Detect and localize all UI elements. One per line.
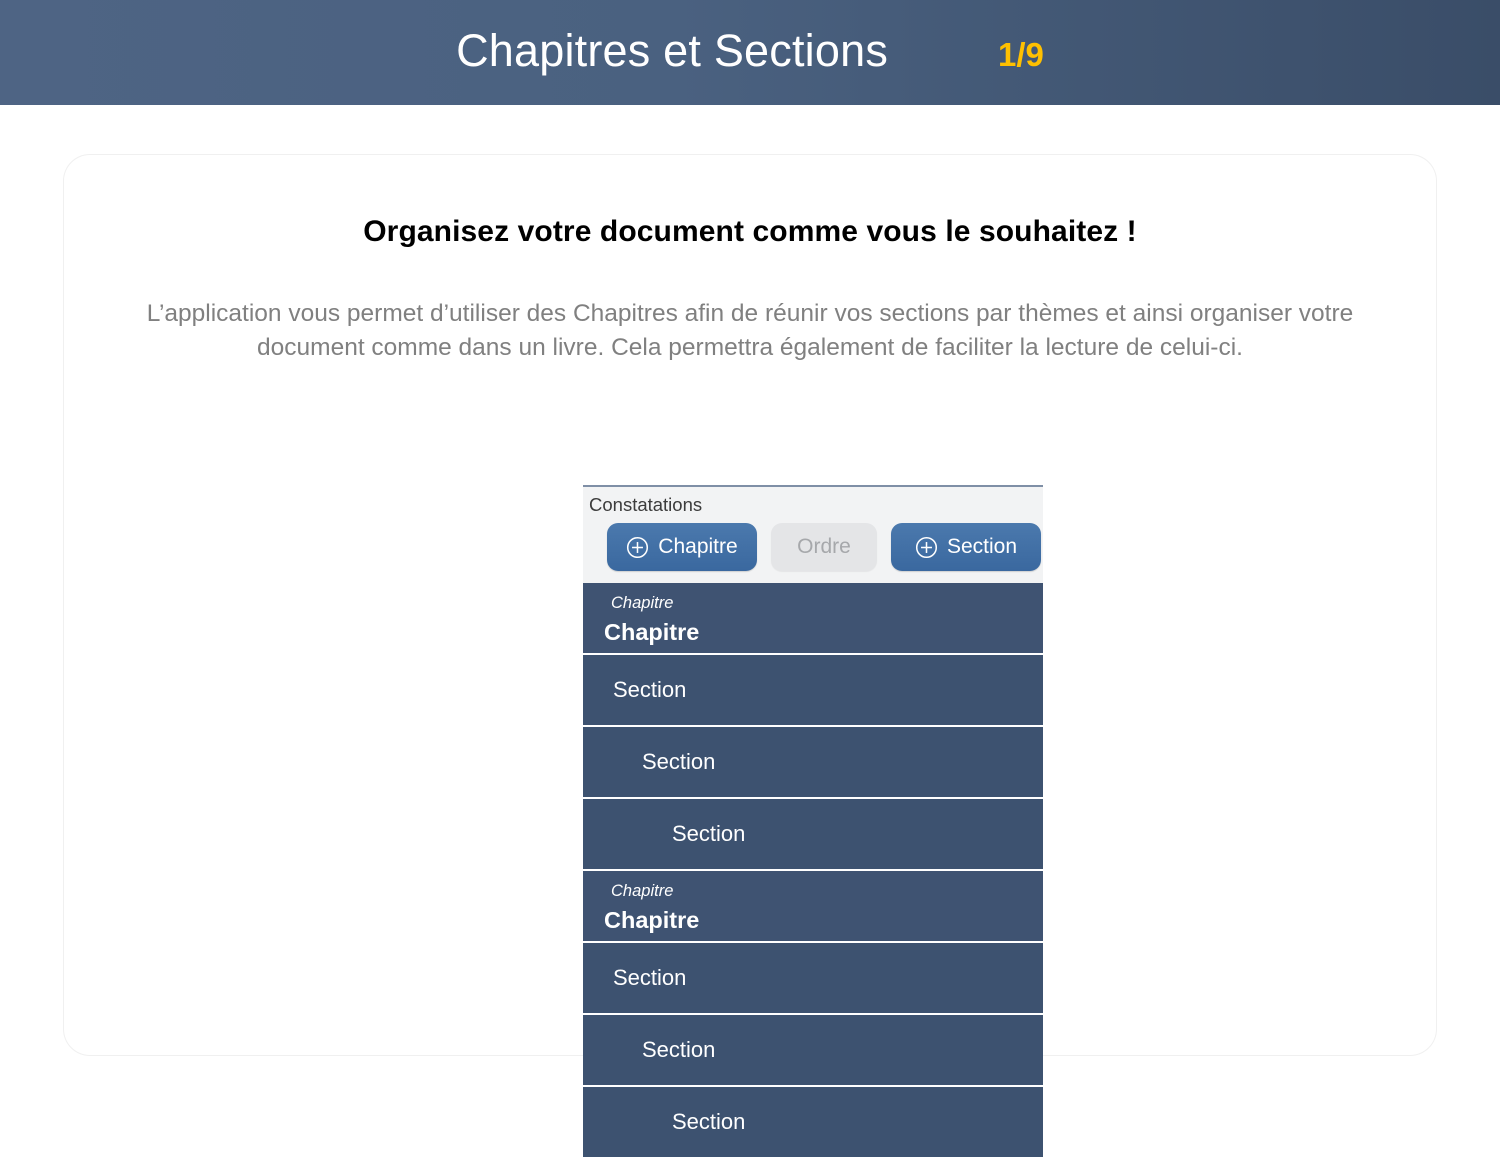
section-label: Section	[642, 748, 716, 774]
page-title: Chapitres et Sections	[456, 24, 889, 76]
slide-body	[0, 105, 1500, 1134]
list-item-chapter[interactable]	[583, 583, 1043, 655]
list-item-section[interactable]	[583, 655, 1043, 727]
plus-circle-icon	[626, 536, 649, 559]
chapter-kicker: Chapitre	[611, 882, 674, 901]
section-label: Section	[613, 676, 687, 702]
add-chapter-label: Chapitre	[658, 535, 738, 559]
add-chapter-button[interactable]	[607, 523, 757, 571]
card-heading: Organisez votre document comme vous le souhaitez !	[363, 215, 1137, 248]
slide-counter: 1/9	[998, 35, 1044, 73]
section-label: Section	[672, 820, 746, 846]
chapter-title: Chapitre	[604, 618, 700, 645]
section-label: Section	[672, 1108, 746, 1134]
list-item-chapter[interactable]	[583, 871, 1043, 943]
chapter-title: Chapitre	[604, 906, 700, 933]
breadcrumb: Constatations	[589, 494, 703, 515]
app-screenshot-mock	[583, 485, 1043, 1159]
list-item-section[interactable]	[583, 727, 1043, 799]
mock-toolbar	[583, 519, 1043, 583]
list-item-section[interactable]	[583, 1015, 1043, 1087]
order-button[interactable]	[771, 523, 877, 571]
content-card	[64, 155, 1436, 1134]
list-item-section[interactable]	[583, 1087, 1043, 1159]
list-item-section[interactable]	[583, 799, 1043, 871]
header-content	[456, 25, 1044, 77]
section-label: Section	[613, 964, 687, 990]
list-item-section[interactable]	[583, 943, 1043, 1015]
plus-circle-icon	[915, 536, 938, 559]
document-outline-list	[583, 583, 1043, 1159]
section-label: Section	[642, 1036, 716, 1062]
chapter-kicker: Chapitre	[611, 594, 674, 613]
order-label: Ordre	[797, 535, 851, 559]
add-section-button[interactable]	[891, 523, 1041, 571]
slide-header	[0, 0, 1500, 105]
card-description: L’application vous permet d’utiliser des Chapitres afin de réunir vos sections par thèmes et ainsi organiser votre document comme dans un livre. Cela permettra également de faciliter la lecture de celui-ci.	[146, 300, 1354, 361]
add-section-label: Section	[946, 535, 1018, 559]
